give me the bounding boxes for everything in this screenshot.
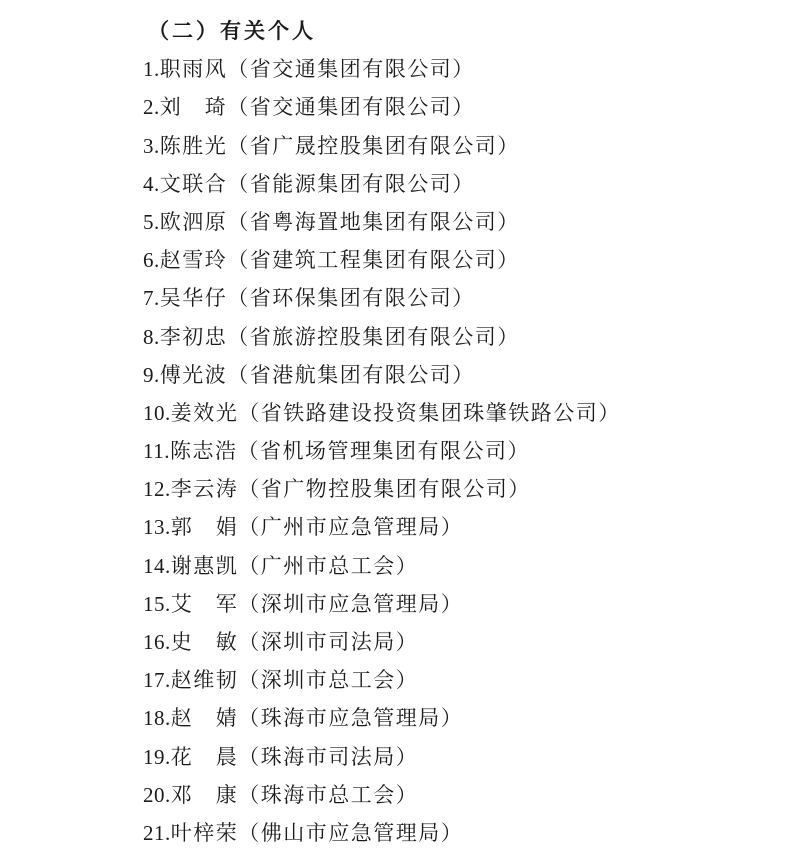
- person-name: 职雨风: [159, 57, 228, 82]
- item-number: 10.: [143, 400, 171, 425]
- list-item: [143, 508, 761, 546]
- item-number: 15.: [143, 591, 171, 616]
- list-item: [143, 547, 761, 585]
- person-name: 刘 琦: [159, 95, 228, 120]
- list-item: [143, 432, 761, 470]
- list-item: [143, 699, 761, 737]
- person-org: （深圳市司法局）: [238, 630, 419, 654]
- item-number: 19.: [143, 744, 171, 769]
- person-org: （省交通集团有限公司）: [227, 95, 475, 120]
- person-org: （广州市应急管理局）: [238, 515, 464, 540]
- person-name: 赵 婧: [170, 706, 239, 731]
- person-name: 邓 康: [170, 782, 239, 807]
- list-item: [143, 470, 761, 508]
- person-name: 傅光波: [159, 362, 228, 387]
- item-number: 8.: [143, 324, 160, 349]
- person-org: （省广晟控股集团有限公司）: [227, 133, 520, 158]
- list-item: [143, 623, 761, 661]
- item-number: 5.: [143, 209, 160, 234]
- list-item: [143, 279, 761, 317]
- list-item: [143, 203, 761, 241]
- item-number: 6.: [143, 248, 160, 273]
- person-org: （省能源集团有限公司）: [227, 171, 475, 196]
- item-number: 12.: [143, 477, 171, 502]
- list-item: [143, 241, 761, 279]
- person-name: 郭 娟: [170, 515, 239, 540]
- person-org: （佛山市应急管理局）: [238, 820, 464, 845]
- item-number: 13.: [143, 515, 171, 540]
- item-number: 17.: [143, 668, 171, 693]
- list-item: [143, 318, 761, 356]
- person-org: （省旅游控股集团有限公司）: [227, 324, 520, 349]
- item-number: 16.: [143, 630, 171, 654]
- person-org: （省交通集团有限公司）: [227, 57, 475, 82]
- item-number: 11.: [143, 439, 170, 464]
- person-name: 赵雪玲: [159, 248, 228, 273]
- person-org: （广州市总工会）: [238, 553, 419, 578]
- person-org: （省机场管理集团有限公司）: [237, 439, 530, 464]
- item-number: 7.: [143, 286, 160, 311]
- item-number: 21.: [143, 820, 171, 845]
- item-number: 2.: [143, 95, 160, 120]
- person-name: 吴华仔: [159, 286, 228, 311]
- list-item: [143, 776, 761, 814]
- person-name: 李云涛: [170, 477, 239, 502]
- item-number: 18.: [143, 706, 171, 731]
- person-list: [143, 50, 761, 852]
- list-item: [143, 356, 761, 394]
- item-number: 3.: [143, 133, 160, 158]
- list-item: [143, 88, 761, 126]
- person-name: 叶梓荣: [170, 820, 239, 845]
- item-number: 4.: [143, 171, 160, 196]
- person-name: 赵维韧: [170, 668, 239, 693]
- person-name: 文联合: [159, 171, 228, 196]
- person-name: 陈胜光: [159, 133, 228, 158]
- person-org: （珠海市司法局）: [238, 744, 419, 769]
- person-name: 姜效光: [170, 400, 239, 425]
- list-item: [143, 738, 761, 776]
- person-name: 史 敏: [170, 630, 239, 654]
- person-name: 李初忠: [159, 324, 228, 349]
- item-number: 9.: [143, 362, 160, 387]
- person-org: （深圳市应急管理局）: [238, 591, 464, 616]
- item-number: 14.: [143, 553, 171, 578]
- person-org: （省建筑工程集团有限公司）: [227, 248, 520, 273]
- person-org: （珠海市总工会）: [238, 782, 419, 807]
- item-number: 1.: [143, 57, 160, 82]
- list-item: [143, 165, 761, 203]
- person-name: 欧泗原: [159, 209, 228, 234]
- list-item: [143, 50, 761, 88]
- person-name: 花 晨: [170, 744, 239, 769]
- list-item: [143, 661, 761, 699]
- item-number: 20.: [143, 782, 171, 807]
- person-name: 陈志浩: [169, 439, 238, 464]
- list-item: [143, 127, 761, 165]
- person-org: （深圳市总工会）: [238, 668, 419, 693]
- person-org: （省铁路建设投资集团珠肇铁路公司）: [238, 400, 621, 425]
- person-org: （省广物控股集团有限公司）: [238, 477, 531, 502]
- person-org: （省粤海置地集团有限公司）: [227, 209, 520, 234]
- list-item: [143, 394, 761, 432]
- list-item: [143, 814, 761, 852]
- person-org: （珠海市应急管理局）: [238, 706, 464, 731]
- person-org: （省港航集团有限公司）: [227, 362, 475, 387]
- person-org: （省环保集团有限公司）: [227, 286, 475, 311]
- person-name: 艾 军: [170, 591, 239, 616]
- person-name: 谢惠凯: [170, 553, 239, 578]
- section-heading: （二）有关个人: [148, 19, 316, 43]
- list-item: [143, 585, 761, 623]
